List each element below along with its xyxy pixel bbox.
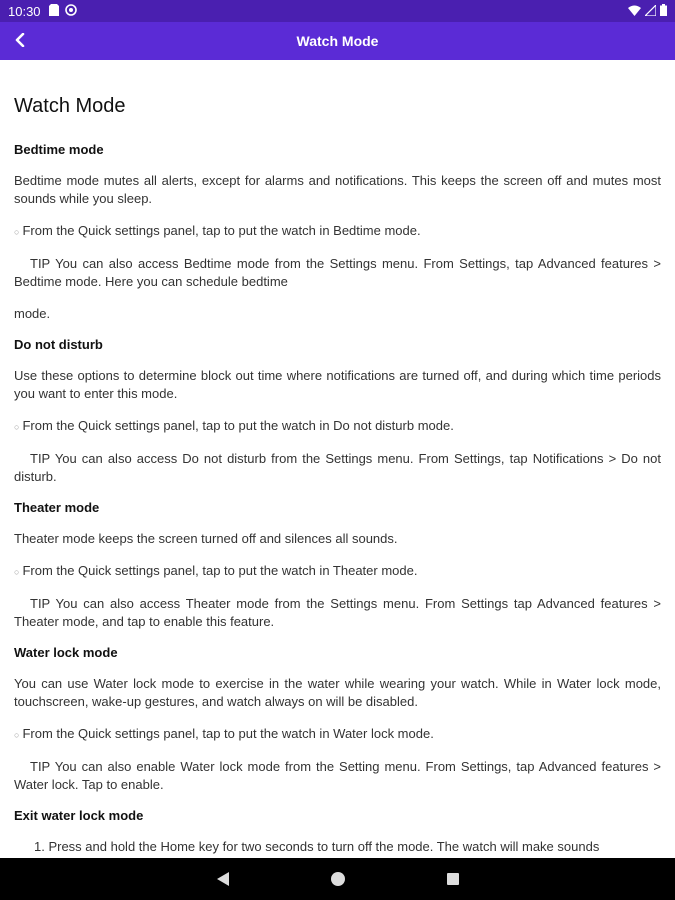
content-area[interactable] — [0, 60, 675, 858]
wifi-icon — [628, 4, 641, 19]
bullet-dot-icon: ○ — [14, 567, 20, 577]
section-water-lock-mode — [14, 645, 661, 794]
app-bar — [0, 22, 675, 60]
ordered-step: 1. Press and hold the Home key for two seconds to turn off the mode. The watch will make sounds — [34, 839, 600, 854]
tip-continuation: mode. — [14, 306, 51, 321]
back-icon — [14, 33, 26, 47]
signal-icon — [645, 4, 656, 19]
section-heading: Bedtime mode — [14, 142, 104, 157]
section-heading: Water lock mode — [14, 645, 118, 660]
app-bar-title: Watch Mode — [296, 33, 379, 49]
bullet-item — [14, 417, 661, 436]
section-exit-water-lock — [14, 808, 661, 856]
page-title: Watch Mode — [14, 95, 126, 117]
recents-square-icon — [446, 872, 460, 886]
tip-text: TIP You can also enable Water lock mode from the Setting menu. From Settings, tap Advanced features > Water lock. Tap to enable. — [14, 759, 661, 792]
status-time: 10:30 — [8, 3, 41, 19]
bullet-item — [14, 562, 661, 581]
section-heading: Theater mode — [14, 500, 100, 515]
bullet-dot-icon: ○ — [14, 227, 20, 237]
section-theater-mode — [14, 500, 661, 631]
home-circle-icon — [330, 871, 346, 887]
battery-icon — [660, 4, 667, 19]
section-intro: Bedtime mode mutes all alerts, except for alarms and notifications. This keeps the screen off and mutes most sounds while you sleep. — [14, 173, 661, 206]
tip-text: TIP You can also access Bedtime mode from the Settings menu. From Settings, tap Advanced features > Bedtime mode. Here you can schedule bedtime — [14, 256, 661, 289]
bullet-dot-icon: ○ — [14, 730, 20, 740]
section-intro: You can use Water lock mode to exercise in the water while wearing your watch. While in Water lock mode, touchscreen, wake-up gestures, and watch always on will be disabled. — [14, 676, 661, 709]
section-do-not-disturb — [14, 337, 661, 486]
section-heading: Do not disturb — [14, 337, 103, 352]
bullet-dot-icon: ○ — [14, 422, 20, 432]
tip-text: TIP You can also access Theater mode from the Settings menu. From Settings tap Advanced features > Theater mode, and tap to enable this feature. — [14, 596, 661, 629]
section-intro: Use these options to determine block out time where notifications are turned off, and during which time periods you want to enter this mode. — [14, 368, 661, 401]
bullet-text: From the Quick settings panel, tap to put the watch in Bedtime mode. — [22, 223, 421, 238]
status-bar — [0, 0, 675, 22]
sd-card-icon — [49, 4, 59, 19]
navigation-bar — [0, 858, 675, 900]
nav-back-button[interactable] — [213, 869, 233, 889]
tip-text: TIP You can also access Do not disturb from the Settings menu. From Settings, tap Notifications > Do not disturb. — [14, 451, 661, 484]
nav-home-button[interactable] — [328, 869, 348, 889]
back-button[interactable] — [10, 30, 30, 50]
status-right — [628, 4, 667, 19]
bullet-text: From the Quick settings panel, tap to put the watch in Water lock mode. — [22, 726, 434, 741]
bullet-text: From the Quick settings panel, tap to put the watch in Do not disturb mode. — [22, 418, 454, 433]
section-intro: Theater mode keeps the screen turned off and silences all sounds. — [14, 531, 398, 546]
bullet-item — [14, 725, 661, 744]
bullet-item — [14, 222, 661, 241]
data-saver-icon — [65, 4, 77, 19]
bullet-text: From the Quick settings panel, tap to put the watch in Theater mode. — [22, 563, 418, 578]
section-heading: Exit water lock mode — [14, 808, 144, 823]
section-bedtime-mode — [14, 142, 661, 323]
back-triangle-icon — [216, 871, 230, 887]
nav-recents-button[interactable] — [443, 869, 463, 889]
